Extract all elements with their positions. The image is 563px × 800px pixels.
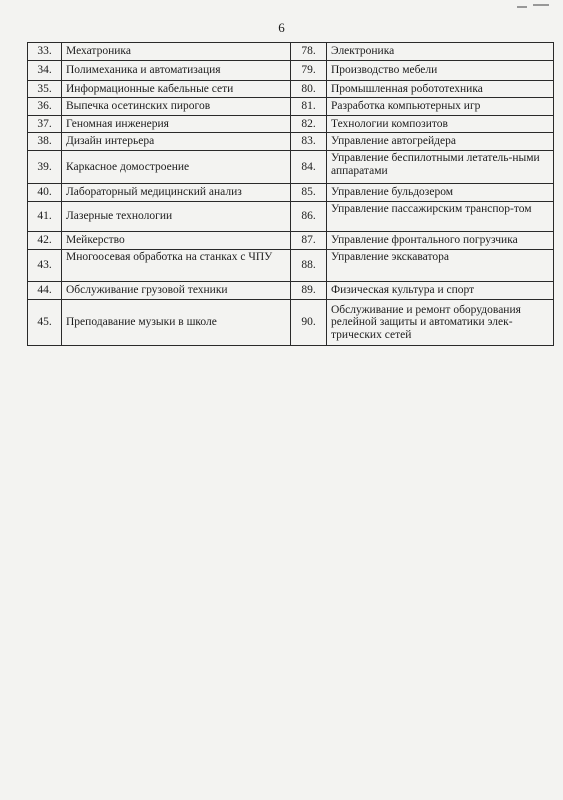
corner-mark [515,2,551,10]
table-row [28,184,554,202]
item-name: Лазерные технологии [62,202,291,232]
item-number: 41. [28,202,62,232]
table-row [28,81,554,98]
item-name: Управление экскаватора [327,250,554,282]
item-name: Физическая культура и спорт [327,282,554,300]
table-row [28,116,554,133]
item-number: 85. [291,184,327,202]
item-number: 84. [291,151,327,184]
item-number: 37. [28,116,62,133]
item-number: 33. [28,43,62,61]
item-name: Управление пассажирским транспор-том [327,202,554,232]
item-name: Лабораторный медицинский анализ [62,184,291,202]
item-name: Преподавание музыки в школе [62,300,291,346]
item-number: 45. [28,300,62,346]
item-name: Управление беспилотными летатель-ными аппаратами [327,151,554,184]
item-name: Дизайн интерьера [62,133,291,151]
item-name: Информационные кабельные сети [62,81,291,98]
item-number: 38. [28,133,62,151]
item-number: 79. [291,61,327,81]
item-number: 88. [291,250,327,282]
item-name: Обслуживание и ремонт оборудования релейной защиты и автоматики элек-трических сетей [327,300,554,346]
item-name: Мехатроника [62,43,291,61]
item-name: Полимеханика и автоматизация [62,61,291,81]
table-row [28,151,554,184]
specialties-table [27,42,554,346]
item-number: 86. [291,202,327,232]
item-name: Каркасное домостроение [62,151,291,184]
item-name: Выпечка осетинских пирогов [62,98,291,116]
item-name: Электроника [327,43,554,61]
item-name: Управление автогрейдера [327,133,554,151]
item-name: Технологии композитов [327,116,554,133]
item-number: 83. [291,133,327,151]
item-name: Управление фронтального погрузчика [327,232,554,250]
item-number: 87. [291,232,327,250]
item-name: Производство мебели [327,61,554,81]
item-number: 44. [28,282,62,300]
item-name: Управление бульдозером [327,184,554,202]
table-row [28,43,554,61]
item-name: Многоосевая обработка на станках с ЧПУ [62,250,291,282]
item-number: 82. [291,116,327,133]
item-name: Промышленная робототехника [327,81,554,98]
item-number: 36. [28,98,62,116]
item-number: 40. [28,184,62,202]
table-row [28,202,554,232]
item-name: Разработка компьютерных игр [327,98,554,116]
table-row [28,300,554,346]
item-number: 42. [28,232,62,250]
table-row [28,232,554,250]
item-number: 39. [28,151,62,184]
table-row [28,98,554,116]
item-number: 90. [291,300,327,346]
item-number: 89. [291,282,327,300]
item-name: Мейкерство [62,232,291,250]
page-number: 6 [278,20,285,35]
item-number: 34. [28,61,62,81]
item-number: 78. [291,43,327,61]
table-row [28,61,554,81]
table-row [28,282,554,300]
item-number: 43. [28,250,62,282]
item-number: 81. [291,98,327,116]
table-row [28,250,554,282]
item-name: Обслуживание грузовой техники [62,282,291,300]
item-number: 35. [28,81,62,98]
item-name: Геномная инженерия [62,116,291,133]
table-row [28,133,554,151]
item-number: 80. [291,81,327,98]
